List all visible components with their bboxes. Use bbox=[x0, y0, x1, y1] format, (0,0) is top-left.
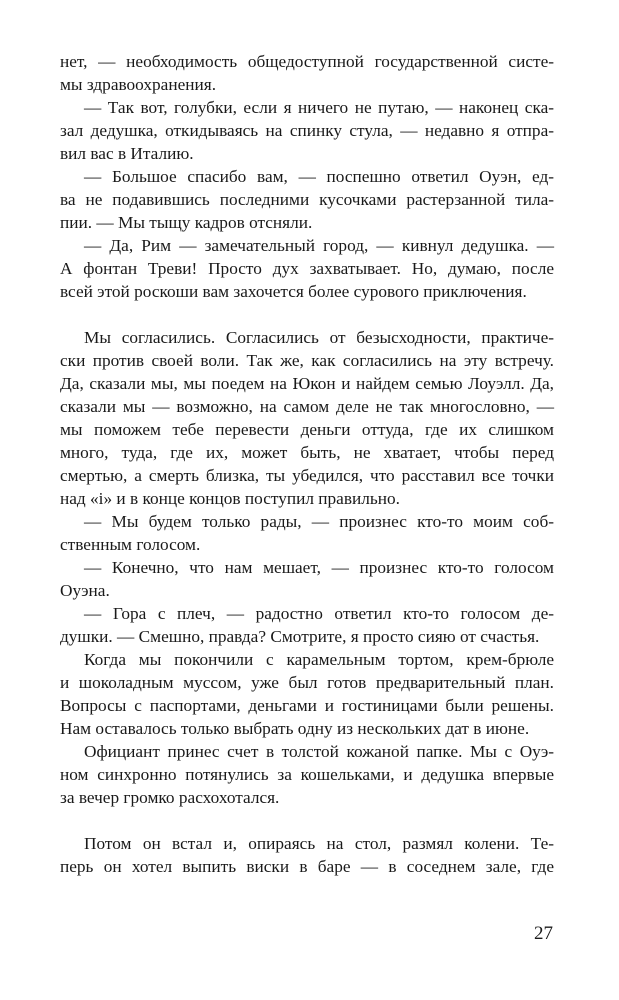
text-line: ва не подавившись последними кусочками растерзанной тила- bbox=[60, 190, 554, 209]
text-line: пии. — Мы тыщу кадров отсняли. bbox=[60, 213, 313, 232]
text-line: Нам оставалось только выбрать одну из нескольких дат в июне. bbox=[60, 719, 530, 738]
text-line: Официант принес счет в толстой кожаной папке. Мы с Оуэ- bbox=[84, 742, 554, 761]
text-line: над «i» и в конце концов поступил правильно. bbox=[60, 489, 400, 508]
text-line: Мы согласились. Согласились от безысходности, практиче- bbox=[84, 328, 554, 347]
paragraph bbox=[60, 50, 554, 96]
text-line: ном синхронно потянулись за кошельками, и дедушка впервые bbox=[60, 765, 554, 784]
text-line: Вопросы с паспортами, деньгами и гостиницами были решены. bbox=[60, 696, 554, 715]
text-line: мы поможем тебе перевести деньги оттуда, где их слишком bbox=[60, 420, 554, 439]
paragraph bbox=[60, 510, 554, 556]
text-line: ственным голосом. bbox=[60, 535, 201, 554]
paragraph bbox=[60, 165, 554, 234]
text-line: — Мы будем только рады, — произнес кто-то моим соб- bbox=[84, 512, 554, 531]
text-line: мы здравоохранения. bbox=[60, 75, 217, 94]
paragraph bbox=[60, 96, 554, 165]
text-line: много, туда, где их, может быть, не хватает, чтобы перед bbox=[60, 443, 554, 462]
paragraph-gap bbox=[60, 809, 554, 832]
page-number: 27 bbox=[534, 923, 553, 944]
paragraph bbox=[60, 648, 554, 740]
text-line: — Гора с плеч, — радостно ответил кто-то голосом де- bbox=[84, 604, 554, 623]
text-line: всей этой роскоши вам захочется более сурового приключения. bbox=[60, 282, 527, 301]
text-line: Оуэна. bbox=[60, 581, 110, 600]
paragraph bbox=[60, 832, 554, 878]
text-line: Когда мы покончили с карамельным тортом, крем-брюле bbox=[84, 650, 554, 669]
text-line: — Да, Рим — замечательный город, — кивнул дедушка. — bbox=[84, 236, 554, 255]
text-line: душки. — Смешно, правда? Смотрите, я просто сияю от счастья. bbox=[60, 627, 540, 646]
text-line: и шоколадным муссом, уже был готов предварительный план. bbox=[60, 673, 554, 692]
text-line: сказали мы — возможно, на самом деле не так многословно, — bbox=[60, 397, 554, 416]
text-line: зал дедушка, откидываясь на спинку стула, — недавно я отпра- bbox=[60, 121, 554, 140]
paragraph bbox=[60, 602, 554, 648]
paragraph bbox=[60, 234, 554, 303]
text-line: ски против своей воли. Так же, как согласились на эту встречу. bbox=[60, 351, 554, 370]
paragraph bbox=[60, 326, 554, 510]
text-line: А фонтан Треви! Просто дух захватывает. Но, думаю, после bbox=[60, 259, 554, 278]
text-line: смертью, а смерть близка, ты убедился, что расставил все точки bbox=[60, 466, 554, 485]
page-body bbox=[60, 50, 554, 878]
text-line: Потом он встал и, опираясь на стол, размял колени. Те- bbox=[84, 834, 554, 853]
text-line: Да, сказали мы, мы поедем на Юкон и найдем семью Лоуэлл. Да, bbox=[60, 374, 554, 393]
paragraph-gap bbox=[60, 303, 554, 326]
text-line: — Так вот, голубки, если я ничего не путаю, — наконец ска- bbox=[84, 98, 554, 117]
text-line: за вечер громко расхохотался. bbox=[60, 788, 280, 807]
paragraph bbox=[60, 556, 554, 602]
text-line: вил вас в Италию. bbox=[60, 144, 194, 163]
text-line: перь он хотел выпить виски в баре — в соседнем зале, где bbox=[60, 857, 554, 876]
text-line: — Конечно, что нам мешает, — произнес кто-то голосом bbox=[84, 558, 554, 577]
text-line: — Большое спасибо вам, — поспешно ответил Оуэн, ед- bbox=[84, 167, 554, 186]
paragraph bbox=[60, 740, 554, 809]
text-line: нет, — необходимость общедоступной государственной систе- bbox=[60, 52, 554, 71]
